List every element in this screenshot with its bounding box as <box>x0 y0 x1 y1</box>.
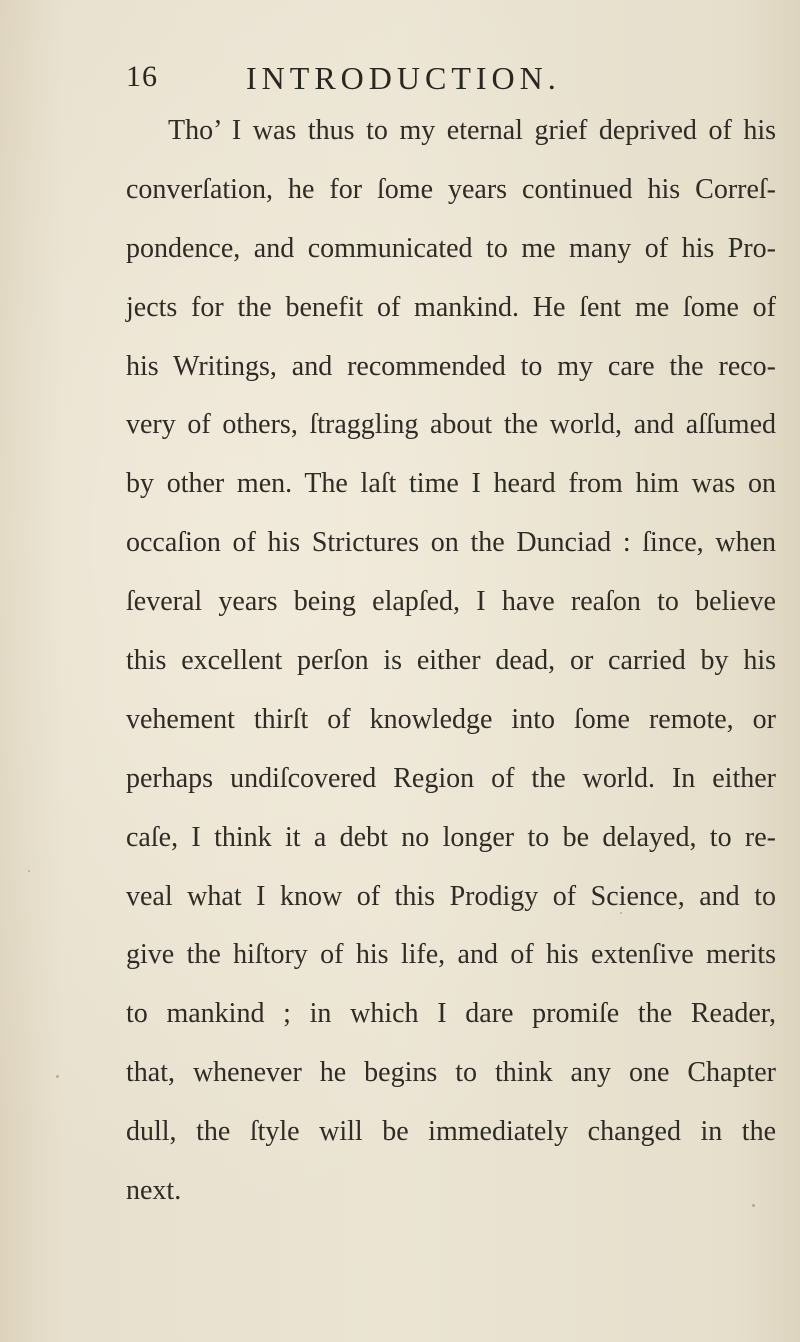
text-line: ſeveral years being elapſed, I have reaſon to believe <box>126 586 776 618</box>
text-line: perhaps undiſcovered Region of the world. In either <box>126 762 776 794</box>
text-line: give the hiſtory of his life, and of his extenſive merits <box>126 939 776 971</box>
text-line: occaſion of his Strictures on the Dunciad : ſince, when <box>126 527 776 559</box>
paper-speck <box>56 1075 59 1078</box>
text-line: veal what I know of this Prodigy of Science, and to <box>126 880 776 912</box>
paper-speck <box>752 1204 755 1207</box>
running-head-title: INTRODUCTION. <box>246 60 561 96</box>
text-line: very of others, ſtraggling about the world, and aſſumed <box>126 409 776 441</box>
text-line: converſation, he for ſome years continued his Correſ- <box>126 173 776 205</box>
paper-speck <box>28 870 30 872</box>
text-line: Tho’ I was thus to my eternal grief deprived of his <box>168 115 776 146</box>
text-line: caſe, I think it a debt no longer to be delayed, to re- <box>126 821 776 853</box>
text-line: his Writings, and recommended to my care the reco- <box>126 350 776 382</box>
text-line: to mankind ; in which I dare promiſe the Reader, <box>126 998 776 1030</box>
paper-speck <box>620 912 622 914</box>
text-line: that, whenever he begins to think any one Chapter <box>126 1057 776 1089</box>
text-line: pondence, and communicated to me many of his Pro- <box>126 232 776 264</box>
text-line: jects for the benefit of mankind. He ſent me ſome of <box>126 291 776 323</box>
text-line: next. <box>126 1175 182 1207</box>
text-line: by other men. The laſt time I heard from him was on <box>126 468 776 500</box>
text-line: this excellent perſon is either dead, or carried by his <box>126 645 776 677</box>
text-line: vehement thirſt of knowledge into ſome remote, or <box>126 703 776 735</box>
page-number: 16 <box>126 60 158 93</box>
body-paragraph <box>126 102 776 1221</box>
text-line: dull, the ſtyle will be immediately changed in the <box>126 1116 776 1148</box>
